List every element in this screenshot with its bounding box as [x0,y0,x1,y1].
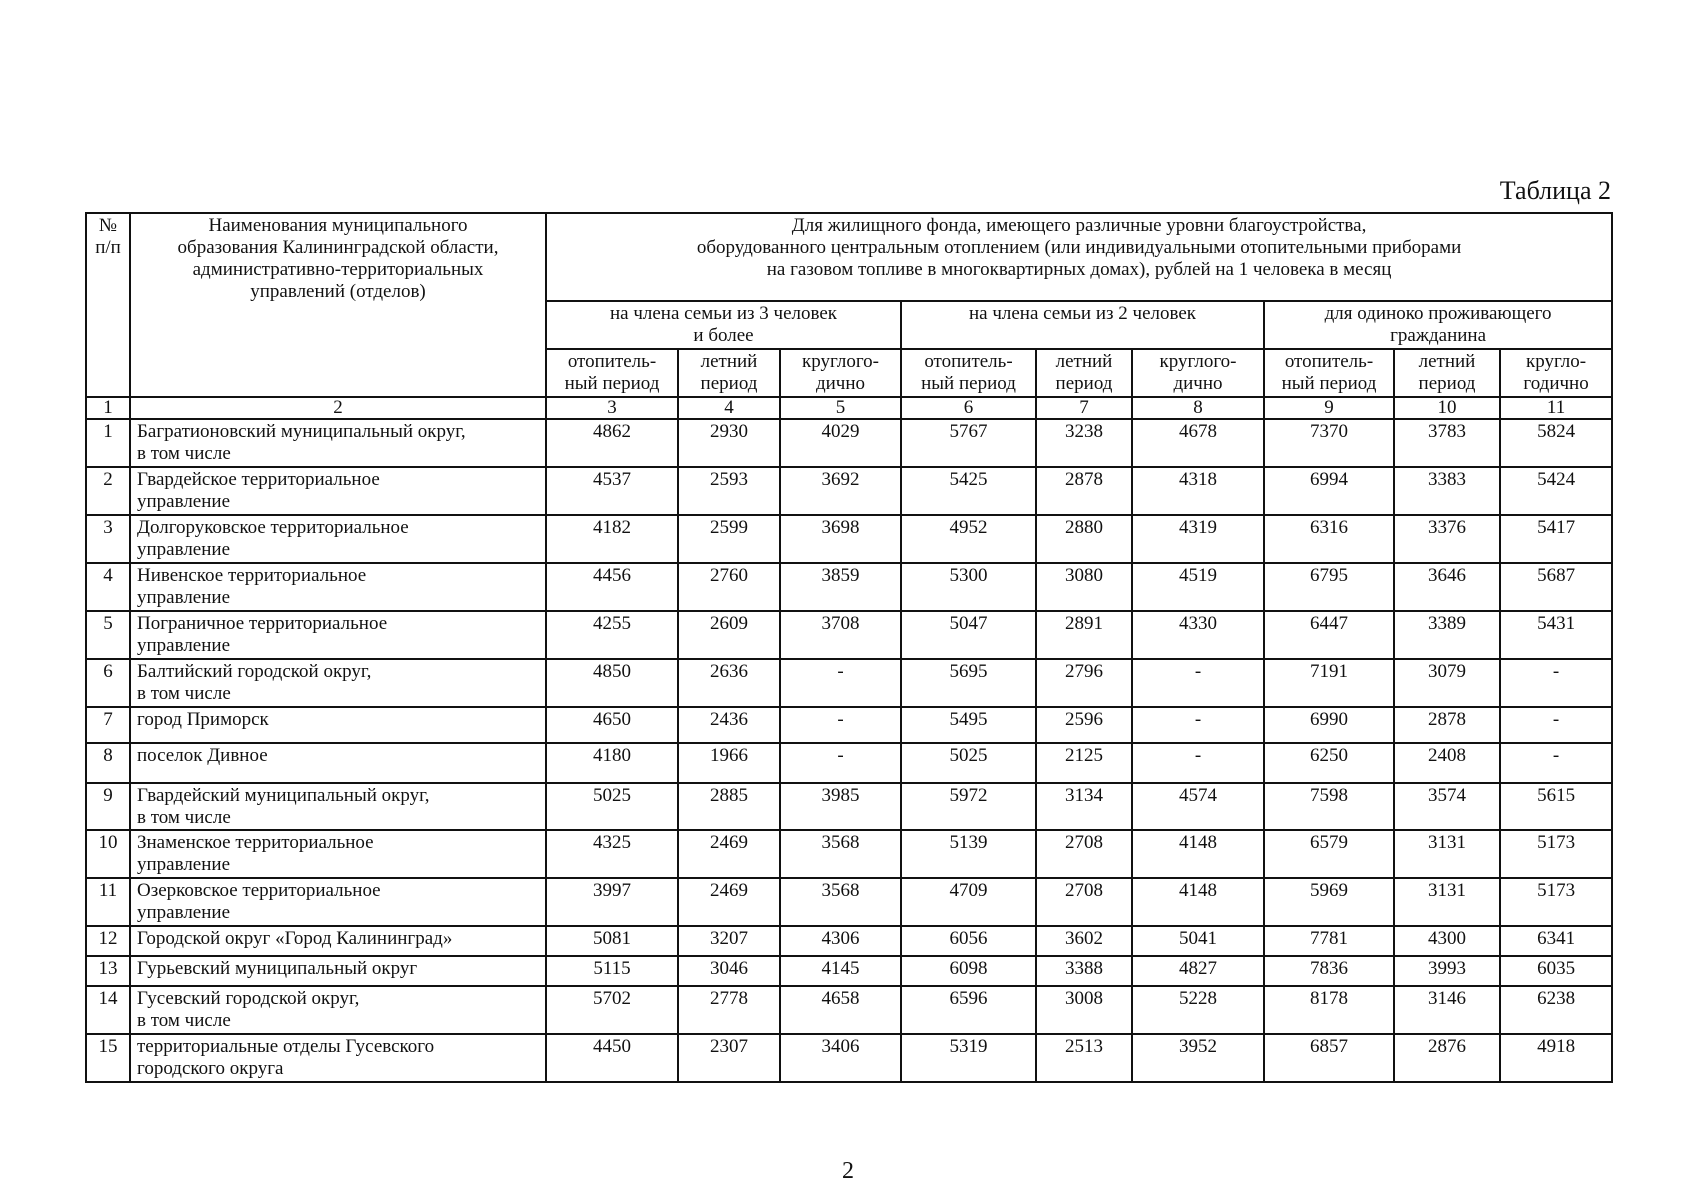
row-number: 6 [86,659,130,707]
header-subcol: круглого- дично [1132,349,1264,397]
value-cell: 3997 [546,878,678,926]
value-cell: 5228 [1132,986,1264,1034]
table-row [86,878,1612,926]
column-number: 11 [1500,397,1612,419]
value-cell: 4300 [1394,926,1500,956]
row-number: 9 [86,783,130,830]
table-row [86,563,1612,611]
value-cell: - [1500,707,1612,743]
value-cell: 4519 [1132,563,1264,611]
value-cell: 3568 [780,830,901,878]
value-cell: 6990 [1264,707,1394,743]
value-cell: 2930 [678,419,780,467]
table-row [86,986,1612,1034]
value-cell: 3388 [1036,956,1132,986]
value-cell: 4318 [1132,467,1264,515]
value-cell: 6447 [1264,611,1394,659]
value-cell: 2880 [1036,515,1132,563]
column-number: 3 [546,397,678,419]
value-cell: 3207 [678,926,780,956]
value-cell: 5424 [1500,467,1612,515]
value-cell: 4650 [546,707,678,743]
value-cell: 2593 [678,467,780,515]
value-cell: 4456 [546,563,678,611]
column-number: 8 [1132,397,1264,419]
row-number: 7 [86,707,130,743]
value-cell: 4537 [546,467,678,515]
value-cell: 6316 [1264,515,1394,563]
header-group-3-persons: на члена семьи из 3 человек и более [546,301,901,349]
value-cell: 2796 [1036,659,1132,707]
value-cell: - [780,659,901,707]
value-cell: 4145 [780,956,901,986]
municipality-name: Гвардейский муниципальный округ, в том числе [130,783,546,830]
table-row [86,926,1612,956]
value-cell: 5431 [1500,611,1612,659]
value-cell: 4952 [901,515,1036,563]
value-cell: 3568 [780,878,901,926]
value-cell: 2891 [1036,611,1132,659]
row-number: 8 [86,743,130,783]
value-cell: 2885 [678,783,780,830]
municipality-name: город Приморск [130,707,546,743]
value-cell: 3008 [1036,986,1132,1034]
value-cell: 2596 [1036,707,1132,743]
value-cell: 7836 [1264,956,1394,986]
page-number: 2 [842,1158,854,1184]
value-cell: 6596 [901,986,1036,1034]
header-subcol: летний период [1394,349,1500,397]
value-cell: 3389 [1394,611,1500,659]
value-cell: 3698 [780,515,901,563]
value-cell: 5969 [1264,878,1394,926]
value-cell: 3646 [1394,563,1500,611]
value-cell: 4827 [1132,956,1264,986]
value-cell: 2307 [678,1034,780,1082]
value-cell: 2609 [678,611,780,659]
value-cell: 2513 [1036,1034,1132,1082]
value-cell: 6579 [1264,830,1394,878]
value-cell: 5495 [901,707,1036,743]
column-number: 6 [901,397,1036,419]
municipality-name: Знаменское территориальное управление [130,830,546,878]
value-cell: 6341 [1500,926,1612,956]
municipality-name: Пограничное территориальное управление [130,611,546,659]
value-cell: 3985 [780,783,901,830]
value-cell: 3602 [1036,926,1132,956]
column-number: 9 [1264,397,1394,419]
value-cell: 2599 [678,515,780,563]
value-cell: 5173 [1500,878,1612,926]
value-cell: 7191 [1264,659,1394,707]
value-cell: - [1132,659,1264,707]
row-number: 13 [86,956,130,986]
value-cell: 4180 [546,743,678,783]
value-cell: 2778 [678,986,780,1034]
table-row [86,956,1612,986]
value-cell: 4306 [780,926,901,956]
row-number: 2 [86,467,130,515]
value-cell: 3406 [780,1034,901,1082]
row-number: 3 [86,515,130,563]
value-cell: 5767 [901,419,1036,467]
column-number: 2 [130,397,546,419]
value-cell: 4678 [1132,419,1264,467]
row-number: 4 [86,563,130,611]
value-cell: 6857 [1264,1034,1394,1082]
municipality-name: Городской округ «Город Калининград» [130,926,546,956]
value-cell: 3146 [1394,986,1500,1034]
value-cell: 3376 [1394,515,1500,563]
value-cell: 2125 [1036,743,1132,783]
value-cell: 5319 [901,1034,1036,1082]
column-number: 1 [86,397,130,419]
row-number: 1 [86,419,130,467]
table-header [86,213,1612,419]
value-cell: 3238 [1036,419,1132,467]
table-row [86,515,1612,563]
municipality-name: Гурьевский муниципальный округ [130,956,546,986]
value-cell: 2636 [678,659,780,707]
value-cell: 4862 [546,419,678,467]
value-cell: 7781 [1264,926,1394,956]
municipality-name: территориальные отделы Гусевского городского округа [130,1034,546,1082]
row-number: 12 [86,926,130,956]
value-cell: 5615 [1500,783,1612,830]
value-cell: 4325 [546,830,678,878]
table-row [86,783,1612,830]
value-cell: 2878 [1394,707,1500,743]
value-cell: 3708 [780,611,901,659]
value-cell: 2878 [1036,467,1132,515]
table-body [86,419,1612,1082]
value-cell: 3080 [1036,563,1132,611]
value-cell: 4029 [780,419,901,467]
value-cell: - [780,707,901,743]
value-cell: 5702 [546,986,678,1034]
value-cell: 4182 [546,515,678,563]
municipality-name: Долгоруковское территориальное управление [130,515,546,563]
value-cell: 5025 [546,783,678,830]
table-row [86,419,1612,467]
row-number: 14 [86,986,130,1034]
table-row [86,1034,1612,1082]
value-cell: 4450 [546,1034,678,1082]
value-cell: 4330 [1132,611,1264,659]
value-cell: 6035 [1500,956,1612,986]
value-cell: 3859 [780,563,901,611]
value-cell: - [1500,659,1612,707]
municipality-name: Гвардейское территориальное управление [130,467,546,515]
header-subcol: круглого- дично [780,349,901,397]
table-row [86,659,1612,707]
table-row [86,830,1612,878]
value-cell: 4148 [1132,878,1264,926]
value-cell: 4148 [1132,830,1264,878]
value-cell: 5047 [901,611,1036,659]
value-cell: 5139 [901,830,1036,878]
value-cell: 5824 [1500,419,1612,467]
value-cell: 6098 [901,956,1036,986]
value-cell: 4255 [546,611,678,659]
value-cell: 2708 [1036,878,1132,926]
row-number: 5 [86,611,130,659]
value-cell: 4709 [901,878,1036,926]
value-cell: 5173 [1500,830,1612,878]
value-cell: 5425 [901,467,1036,515]
value-cell: 4574 [1132,783,1264,830]
value-cell: - [780,743,901,783]
value-cell: 5687 [1500,563,1612,611]
row-number: 15 [86,1034,130,1082]
municipality-name: поселок Дивное [130,743,546,783]
value-cell: 2436 [678,707,780,743]
value-cell: 3574 [1394,783,1500,830]
value-cell: 2708 [1036,830,1132,878]
value-cell: 2760 [678,563,780,611]
header-subcol: отопитель- ный период [546,349,678,397]
value-cell: 6994 [1264,467,1394,515]
value-cell: 2876 [1394,1034,1500,1082]
header-subcol: летний период [678,349,780,397]
table-row [86,707,1612,743]
row-number: 11 [86,878,130,926]
value-cell: 3131 [1394,830,1500,878]
column-number: 5 [780,397,901,419]
value-cell: 3046 [678,956,780,986]
value-cell: 3134 [1036,783,1132,830]
value-cell: - [1500,743,1612,783]
value-cell: 3079 [1394,659,1500,707]
header-name-col: Наименования муниципального образования Калининградской области, административно-территориальных управлений (отделов) [130,213,546,397]
municipality-name: Гусевский городской округ, в том числе [130,986,546,1034]
value-cell: 6795 [1264,563,1394,611]
municipality-name: Озерковское территориальное управление [130,878,546,926]
column-number: 10 [1394,397,1500,419]
header-group-2-persons: на члена семьи из 2 человек [901,301,1264,349]
value-cell: 4850 [546,659,678,707]
value-cell: 8178 [1264,986,1394,1034]
value-cell: 3383 [1394,467,1500,515]
value-cell: 6238 [1500,986,1612,1034]
value-cell: 3993 [1394,956,1500,986]
value-cell: 5972 [901,783,1036,830]
value-cell: 2469 [678,830,780,878]
value-cell: 5417 [1500,515,1612,563]
table-row [86,467,1612,515]
value-cell: 4918 [1500,1034,1612,1082]
column-number: 4 [678,397,780,419]
value-cell: 5041 [1132,926,1264,956]
value-cell: 5300 [901,563,1036,611]
municipality-name: Балтийский городской округ, в том числе [130,659,546,707]
header-subcol: отопитель- ный период [1264,349,1394,397]
value-cell: 1966 [678,743,780,783]
value-cell: 2408 [1394,743,1500,783]
municipality-name: Нивенское территориальное управление [130,563,546,611]
header-number-col: № п/п [86,213,130,397]
table-row [86,611,1612,659]
value-cell: 6250 [1264,743,1394,783]
value-cell: 5081 [546,926,678,956]
header-subcol: кругло- годично [1500,349,1612,397]
value-cell: 6056 [901,926,1036,956]
value-cell: 2469 [678,878,780,926]
value-cell: 4658 [780,986,901,1034]
header-subcol: отопитель- ный период [901,349,1036,397]
municipality-name: Багратионовский муниципальный округ, в том числе [130,419,546,467]
table-caption: Таблица 2 [1499,176,1611,205]
tariff-table [85,212,1613,1083]
value-cell: 7370 [1264,419,1394,467]
value-cell: - [1132,707,1264,743]
column-number: 7 [1036,397,1132,419]
value-cell: 7598 [1264,783,1394,830]
value-cell: - [1132,743,1264,783]
value-cell: 4319 [1132,515,1264,563]
row-number: 10 [86,830,130,878]
header-main-group: Для жилищного фонда, имеющего различные уровни благоустройства, оборудованного центральным отоплением (или индивидуальными отопительными приборами на газовом топливе в многоквартирных домах), рублей на 1 человека в месяц [546,213,1612,301]
value-cell: 5695 [901,659,1036,707]
value-cell: 5025 [901,743,1036,783]
header-subcol: летний период [1036,349,1132,397]
value-cell: 3131 [1394,878,1500,926]
header-group-single: для одиноко проживающего гражданина [1264,301,1612,349]
value-cell: 3783 [1394,419,1500,467]
value-cell: 5115 [546,956,678,986]
value-cell: 3692 [780,467,901,515]
value-cell: 3952 [1132,1034,1264,1082]
table-row [86,743,1612,783]
